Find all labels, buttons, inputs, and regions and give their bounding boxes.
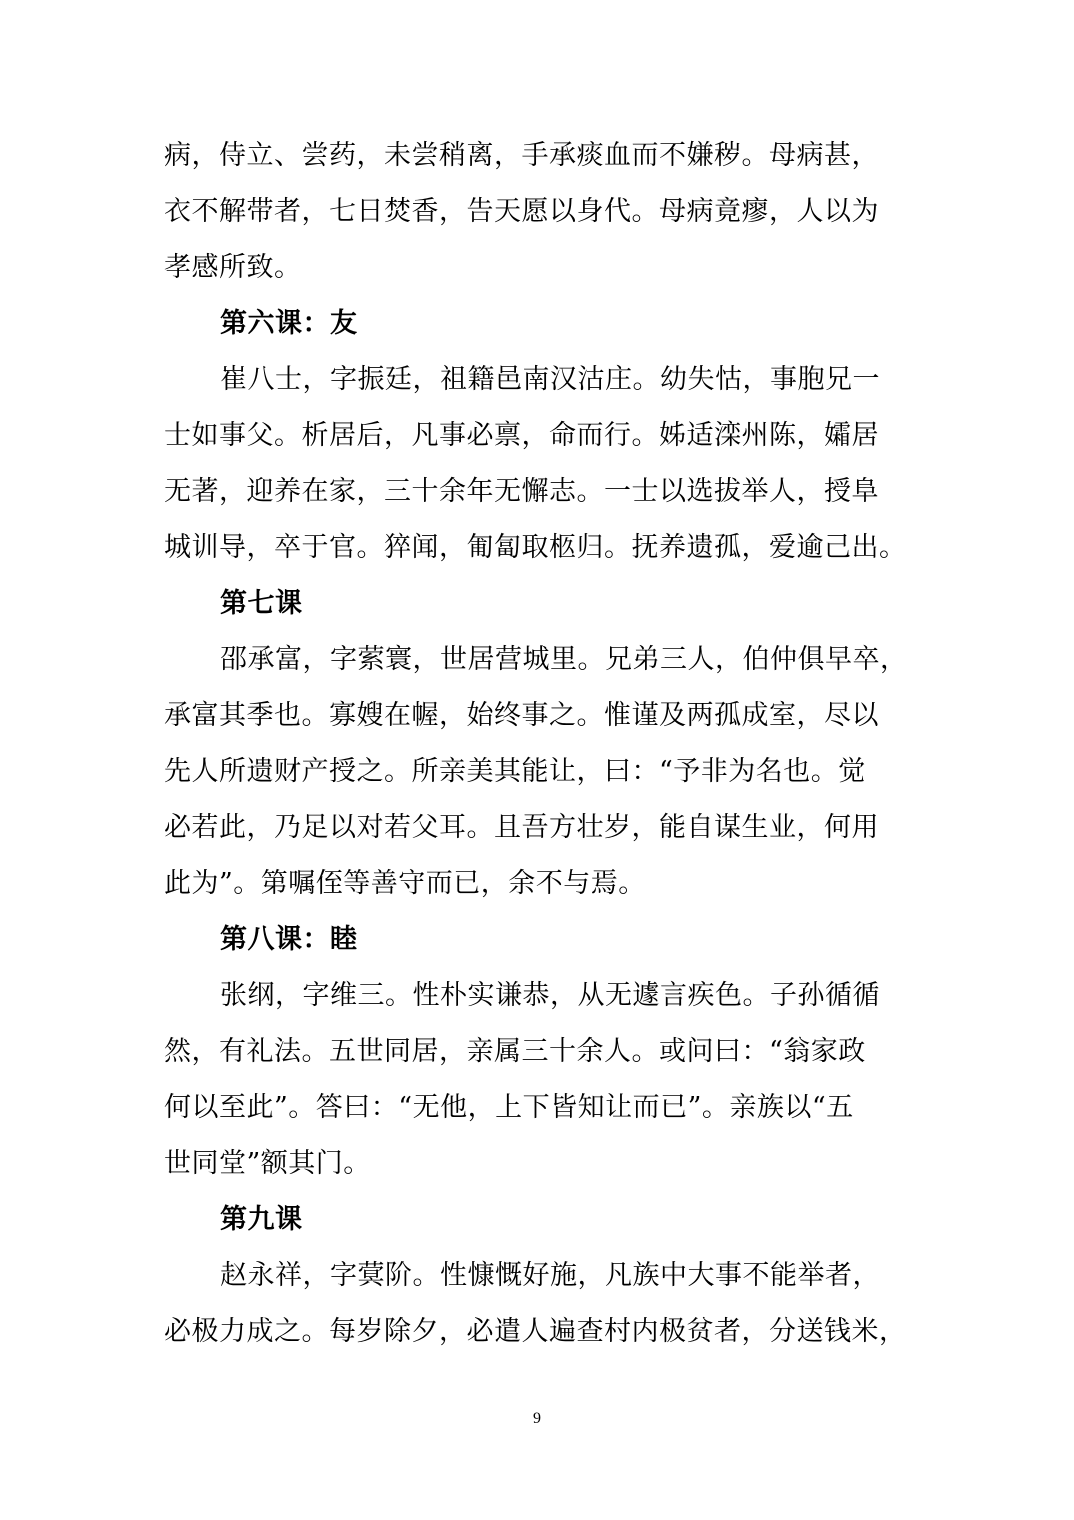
document-body — [164, 128, 912, 1360]
text-line: 何以至此”。答曰：“无他，上下皆知让而已”。亲族以“五 — [164, 1092, 854, 1123]
paragraph-first-line: 崔八士，字振廷，祖籍邑南汉沽庄。幼失怙，事胞兄一 — [220, 364, 880, 395]
text-line: 此为”。第嘱侄等善守而已，余不与焉。 — [164, 868, 646, 899]
text-line: 士如事父。析居后，凡事必禀，命而行。姊适滦州陈，孀居 — [164, 420, 879, 451]
text-line: 然，有礼法。五世同居，亲属三十余人。或问曰：“翁家政 — [164, 1036, 866, 1067]
text-line: 先人所遗财产授之。所亲美其能让，曰：“予非为名也。觉 — [164, 756, 866, 787]
text-line: 衣不解带者，七日焚香，告天愿以身代。母病竟瘳，人以为 — [164, 196, 879, 227]
lesson-heading: 第八课：睦 — [220, 924, 358, 955]
page-number: 9 — [533, 1410, 541, 1427]
text-line: 世同堂”额其门。 — [164, 1148, 371, 1179]
paragraph-first-line: 张纲，字维三。性朴实谦恭，从无遽言疾色。子孙循循 — [220, 980, 880, 1011]
paragraph-first-line: 邵承富，字萦寰，世居营城里。兄弟三人，伯仲俱早卒， — [220, 644, 908, 675]
text-line: 必若此，乃足以对若父耳。且吾方壮岁，能自谋生业，何用 — [164, 812, 879, 843]
text-line: 病，侍立、尝药，未尝稍离，手承痰血而不嫌秽。母病甚， — [164, 140, 879, 171]
text-line: 承富其季也。寡嫂在幄，始终事之。惟谨及两孤成室，尽以 — [164, 700, 879, 731]
lesson-heading: 第六课：友 — [220, 308, 358, 339]
text-line: 孝感所致。 — [164, 252, 302, 283]
text-line: 无著，迎养在家，三十余年无懈志。一士以选拔举人，授阜 — [164, 476, 879, 507]
lesson-heading: 第七课 — [220, 588, 303, 619]
text-line: 必极力成之。每岁除夕，必遣人遍查村内极贫者，分送钱米， — [164, 1316, 907, 1347]
text-line: 城训导，卒于官。猝闻，匍匐取柩归。抚养遗孤，爱逾己出。 — [164, 532, 907, 563]
lesson-heading: 第九课 — [220, 1204, 303, 1235]
paragraph-first-line: 赵永祥，字蓂阶。性慷慨好施，凡族中大事不能举者， — [220, 1260, 880, 1291]
